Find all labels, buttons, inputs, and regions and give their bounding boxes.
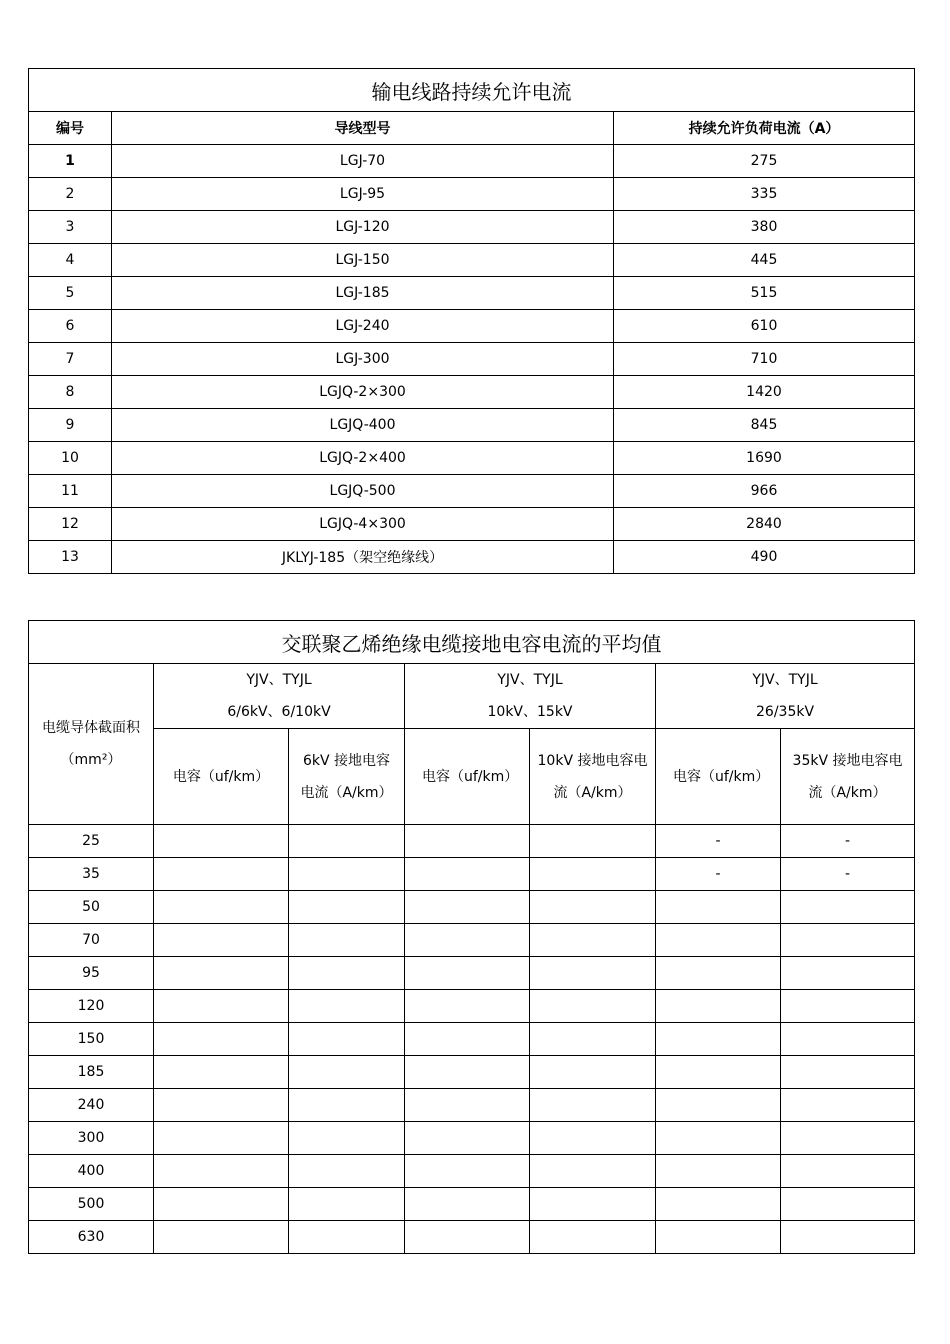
cell-number: 9 [29, 409, 112, 442]
cell-current-10kv [530, 1155, 656, 1188]
cell-number: 1 [29, 145, 112, 178]
cell-capacitance-10kv [405, 1122, 530, 1155]
table-row [29, 343, 915, 376]
table-row [29, 475, 915, 508]
cell-conductor-model: LGJ-120 [112, 211, 614, 244]
group-6kv-line2: 6/6kV、6/10kV [227, 704, 331, 720]
cell-current-35kv: - [781, 858, 915, 891]
cell-current-10kv [530, 1188, 656, 1221]
cell-current-10kv [530, 1023, 656, 1056]
group-header-6kv [154, 664, 405, 729]
cell-current-10kv [530, 1122, 656, 1155]
cell-number: 6 [29, 310, 112, 343]
table-row [29, 1056, 915, 1089]
cell-current-35kv [781, 924, 915, 957]
cell-current-6kv [289, 1056, 405, 1089]
cell-current: 1690 [614, 442, 915, 475]
table-row [29, 442, 915, 475]
cell-capacitance-35kv [656, 1023, 781, 1056]
current-table [28, 68, 915, 574]
cell-current-35kv [781, 891, 915, 924]
cell-cross-section: 50 [29, 891, 154, 924]
table-row [29, 409, 915, 442]
cell-capacitance-6kv [154, 1023, 289, 1056]
cell-number: 5 [29, 277, 112, 310]
sub-current-6kv-label: 6kV 接地电容电流（A/km） [300, 752, 393, 801]
cell-capacitance-6kv [154, 957, 289, 990]
cell-capacitance-6kv [154, 1155, 289, 1188]
sub-capacitance-10kv [405, 729, 530, 825]
cell-cross-section: 185 [29, 1056, 154, 1089]
cell-current-35kv [781, 1056, 915, 1089]
header-allowed-current: 持续允许负荷电流（A） [614, 112, 915, 145]
sub-capacitance-35kv-label: 电容（uf/km） [673, 768, 770, 785]
table-row [29, 1023, 915, 1056]
sub-current-6kv [289, 729, 405, 825]
table-row [29, 211, 915, 244]
table-row [29, 924, 915, 957]
sub-current-10kv [530, 729, 656, 825]
cell-current: 1420 [614, 376, 915, 409]
table-row [29, 1155, 915, 1188]
cell-number: 2 [29, 178, 112, 211]
cell-current-6kv [289, 858, 405, 891]
cell-current: 445 [614, 244, 915, 277]
sub-capacitance-10kv-label: 电容（uf/km） [422, 768, 519, 785]
cell-number: 3 [29, 211, 112, 244]
cell-current: 490 [614, 541, 915, 574]
cell-current-35kv [781, 1122, 915, 1155]
cell-number: 8 [29, 376, 112, 409]
cell-conductor-model: LGJQ-500 [112, 475, 614, 508]
cell-conductor-model: LGJ-300 [112, 343, 614, 376]
cell-current-10kv [530, 957, 656, 990]
cell-capacitance-35kv: - [656, 858, 781, 891]
cell-capacitance-6kv [154, 990, 289, 1023]
cell-cross-section: 400 [29, 1155, 154, 1188]
cell-capacitance-10kv [405, 1089, 530, 1122]
cell-cross-section: 500 [29, 1188, 154, 1221]
cell-capacitance-10kv [405, 990, 530, 1023]
cell-current: 515 [614, 277, 915, 310]
capacitance-table [28, 620, 915, 1254]
cell-number: 10 [29, 442, 112, 475]
current-table-header [29, 112, 915, 145]
cell-capacitance-10kv [405, 825, 530, 858]
table-row [29, 244, 915, 277]
cell-current-10kv [530, 1089, 656, 1122]
cell-current-35kv [781, 1155, 915, 1188]
cell-current-6kv [289, 1221, 405, 1254]
cell-capacitance-35kv [656, 1155, 781, 1188]
cell-conductor-model: JKLYJ-185（架空绝缘线） [112, 541, 614, 574]
current-table-title: 输电线路持续允许电流 [29, 69, 915, 112]
cell-number: 7 [29, 343, 112, 376]
cell-number: 11 [29, 475, 112, 508]
cell-capacitance-10kv [405, 1188, 530, 1221]
cell-conductor-model: LGJQ-400 [112, 409, 614, 442]
cell-current-6kv [289, 1122, 405, 1155]
cell-cross-section: 240 [29, 1089, 154, 1122]
cell-capacitance-10kv [405, 858, 530, 891]
cell-capacitance-6kv [154, 825, 289, 858]
cell-conductor-model: LGJQ-4×300 [112, 508, 614, 541]
table-row [29, 310, 915, 343]
cell-capacitance-35kv [656, 957, 781, 990]
cell-capacitance-10kv [405, 1155, 530, 1188]
cell-capacitance-35kv: - [656, 825, 781, 858]
cell-capacitance-10kv [405, 1221, 530, 1254]
cell-cross-section: 95 [29, 957, 154, 990]
table-row [29, 376, 915, 409]
cell-current: 2840 [614, 508, 915, 541]
table-row [29, 1188, 915, 1221]
header-conductor-model: 导线型号 [112, 112, 614, 145]
cell-conductor-model: LGJ-240 [112, 310, 614, 343]
table-row [29, 1122, 915, 1155]
table-row [29, 891, 915, 924]
table-row [29, 1089, 915, 1122]
cell-capacitance-10kv [405, 924, 530, 957]
cell-conductor-model: LGJQ-2×300 [112, 376, 614, 409]
sub-current-35kv-label: 35kV 接地电容电流（A/km） [792, 752, 903, 801]
cell-cross-section: 300 [29, 1122, 154, 1155]
cell-conductor-model: LGJ-95 [112, 178, 614, 211]
cell-cross-section: 70 [29, 924, 154, 957]
cell-capacitance-10kv [405, 891, 530, 924]
group-6kv-line1: YJV、TYJL [246, 672, 312, 688]
cell-capacitance-6kv [154, 891, 289, 924]
cell-number: 12 [29, 508, 112, 541]
cell-capacitance-6kv [154, 1221, 289, 1254]
table-row [29, 825, 915, 858]
cell-current-6kv [289, 825, 405, 858]
sub-capacitance-6kv [154, 729, 289, 825]
header-number: 编号 [29, 112, 112, 145]
cell-current: 845 [614, 409, 915, 442]
cell-current-35kv: - [781, 825, 915, 858]
cell-capacitance-6kv [154, 858, 289, 891]
cell-capacitance-6kv [154, 1122, 289, 1155]
cell-cross-section: 120 [29, 990, 154, 1023]
cell-current-10kv [530, 891, 656, 924]
cell-current-6kv [289, 1089, 405, 1122]
group-10kv-line2: 10kV、15kV [487, 704, 573, 720]
table-row [29, 957, 915, 990]
cell-current-6kv [289, 1023, 405, 1056]
cell-capacitance-6kv [154, 1089, 289, 1122]
cell-current: 335 [614, 178, 915, 211]
cell-current-10kv [530, 1221, 656, 1254]
table-row [29, 178, 915, 211]
cell-current-10kv [530, 924, 656, 957]
cell-current-35kv [781, 990, 915, 1023]
cell-cross-section: 25 [29, 825, 154, 858]
cell-current-10kv [530, 825, 656, 858]
cell-current: 966 [614, 475, 915, 508]
group-header-35kv [656, 664, 915, 729]
cell-current-35kv [781, 1089, 915, 1122]
cell-current-35kv [781, 957, 915, 990]
cell-capacitance-35kv [656, 1122, 781, 1155]
cell-number: 13 [29, 541, 112, 574]
cell-capacitance-10kv [405, 1056, 530, 1089]
cell-capacitance-35kv [656, 1221, 781, 1254]
table-row [29, 508, 915, 541]
cell-current-6kv [289, 990, 405, 1023]
cell-cross-section: 35 [29, 858, 154, 891]
sub-capacitance-35kv [656, 729, 781, 825]
cell-capacitance-6kv [154, 1188, 289, 1221]
cell-conductor-model: LGJQ-2×400 [112, 442, 614, 475]
table-row [29, 145, 915, 178]
cell-number: 4 [29, 244, 112, 277]
cell-conductor-model: LGJ-185 [112, 277, 614, 310]
cell-current-10kv [530, 858, 656, 891]
table-row [29, 990, 915, 1023]
cell-current-35kv [781, 1023, 915, 1056]
capacitance-table-title: 交联聚乙烯绝缘电缆接地电容电流的平均值 [29, 621, 915, 664]
group-header-10kv [405, 664, 656, 729]
table-row [29, 1221, 915, 1254]
cell-capacitance-35kv [656, 1188, 781, 1221]
cell-capacitance-10kv [405, 957, 530, 990]
cell-current-10kv [530, 1056, 656, 1089]
row-header-cross-section [29, 664, 154, 825]
cell-current-6kv [289, 1155, 405, 1188]
cell-conductor-model: LGJ-70 [112, 145, 614, 178]
group-35kv-line2: 26/35kV [756, 704, 815, 720]
sub-current-10kv-label: 10kV 接地电容电流（A/km） [537, 752, 648, 801]
cell-current-6kv [289, 924, 405, 957]
group-10kv-line1: YJV、TYJL [497, 672, 563, 688]
table-row [29, 277, 915, 310]
cell-current-35kv [781, 1221, 915, 1254]
table-row [29, 541, 915, 574]
cell-capacitance-35kv [656, 891, 781, 924]
cell-capacitance-10kv [405, 1023, 530, 1056]
sub-current-35kv [781, 729, 915, 825]
sub-capacitance-6kv-label: 电容（uf/km） [172, 768, 270, 785]
cell-capacitance-6kv [154, 924, 289, 957]
cell-current-6kv [289, 1188, 405, 1221]
cell-current: 710 [614, 343, 915, 376]
cell-current: 610 [614, 310, 915, 343]
cell-capacitance-35kv [656, 1089, 781, 1122]
cell-current: 275 [614, 145, 915, 178]
cell-current-6kv [289, 957, 405, 990]
cell-cross-section: 630 [29, 1221, 154, 1254]
cell-capacitance-6kv [154, 1056, 289, 1089]
cell-capacitance-35kv [656, 990, 781, 1023]
table-row [29, 858, 915, 891]
cell-capacitance-35kv [656, 1056, 781, 1089]
cell-conductor-model: LGJ-150 [112, 244, 614, 277]
cell-current-10kv [530, 990, 656, 1023]
cell-current-6kv [289, 891, 405, 924]
cell-cross-section: 150 [29, 1023, 154, 1056]
cell-current-35kv [781, 1188, 915, 1221]
cell-capacitance-35kv [656, 924, 781, 957]
cell-current: 380 [614, 211, 915, 244]
group-35kv-line1: YJV、TYJL [752, 672, 818, 688]
row-header-text: 电缆导体截面积（mm²） [42, 720, 140, 768]
